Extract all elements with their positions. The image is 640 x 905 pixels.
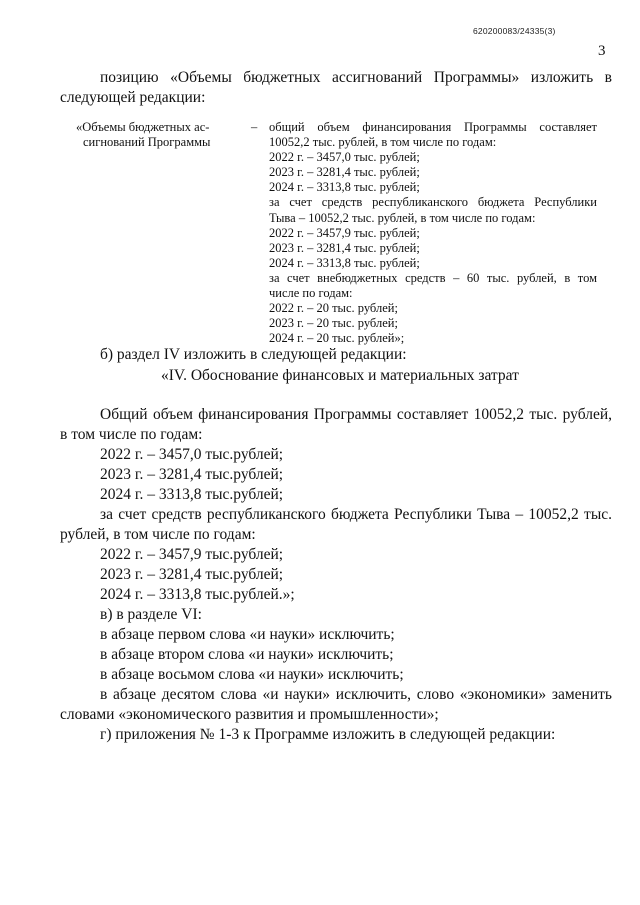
- section-v-text: в) в разделе VI:: [100, 606, 202, 623]
- section-b-text: б) раздел IV изложить в следующей редакции:: [100, 346, 407, 363]
- table-line: 2024 г. – 3313,8 тыс. рублей;: [269, 255, 420, 270]
- table-line: 2023 г. – 3281,4 тыс. рублей;: [269, 240, 420, 255]
- section-v-item: в абзаце восьмом слова «и науки» исключить;: [100, 666, 404, 683]
- document-id: 620200083/24335(3): [473, 26, 556, 36]
- table-line: 2024 г. – 20 тыс. рублей»;: [269, 331, 405, 346]
- budget-paragraph: за счет средств республиканского бюджета Республики Тыва – 10052,2 тыс. рублей, в том числе по годам:: [60, 506, 612, 543]
- total-financing-paragraph: Общий объем финансирования Программы составляет 10052,2 тыс. рублей, в том числе по годам:: [60, 406, 612, 443]
- table-line: за счет средств республиканского бюджета Республики: [269, 195, 597, 210]
- table-line: за счет внебюджетных средств – 60 тыс. рублей, в том: [269, 270, 597, 285]
- table-left-label-line1: «Объемы бюджетных ас-: [76, 120, 210, 134]
- table-line: 2023 г. – 20 тыс. рублей;: [269, 316, 398, 331]
- year-line: 2022 г. – 3457,9 тыс.рублей;: [100, 546, 284, 563]
- table-dash: –: [251, 120, 258, 134]
- table-line: числе по годам:: [269, 286, 353, 301]
- table-line: 10052,2 тыс. рублей, в том числе по годам:: [269, 135, 497, 150]
- year-line: 2024 г. – 3313,8 тыс.рублей;: [100, 486, 284, 503]
- table-line: 2022 г. – 3457,0 тыс. рублей;: [269, 150, 420, 165]
- section-v-paragraph: в абзаце десятом слова «и науки» исключить, слово «экономики» заменить словами «экономического развития и промышленности»;: [60, 686, 612, 723]
- section-g-text: г) приложения № 1-3 к Программе изложить в следующей редакции:: [100, 726, 556, 743]
- table-line: 2022 г. – 3457,9 тыс. рублей;: [269, 225, 420, 240]
- table-left-label: [76, 120, 236, 150]
- table-line: общий объем финансирования Программы составляет: [269, 120, 597, 134]
- page-number: 3: [598, 43, 606, 59]
- year-line: 2023 г. – 3281,4 тыс.рублей;: [100, 566, 284, 583]
- table-line: Тыва – 10052,2 тыс. рублей, в том числе по годам:: [269, 210, 536, 225]
- table-right-content: [269, 120, 597, 346]
- section-heading: «IV. Обоснование финансовых и материальных затрат: [161, 367, 519, 384]
- year-line: 2024 г. – 3313,8 тыс.рублей.»;: [100, 586, 295, 603]
- table-line: 2024 г. – 3313,8 тыс. рублей;: [269, 180, 420, 195]
- table-line: 2023 г. – 3281,4 тыс. рублей;: [269, 165, 420, 180]
- intro-paragraph: позицию «Объемы бюджетных ассигнований Программы» изложить в следующей редакции:: [60, 69, 612, 106]
- year-line: 2023 г. – 3281,4 тыс.рублей;: [100, 466, 284, 483]
- table-left-label-line2: сигнований Программы: [83, 135, 211, 149]
- table-line: 2022 г. – 20 тыс. рублей;: [269, 301, 398, 316]
- year-line: 2022 г. – 3457,0 тыс.рублей;: [100, 446, 284, 463]
- section-v-item: в абзаце втором слова «и науки» исключить;: [100, 646, 394, 663]
- section-v-item: в абзаце первом слова «и науки» исключить;: [100, 626, 395, 643]
